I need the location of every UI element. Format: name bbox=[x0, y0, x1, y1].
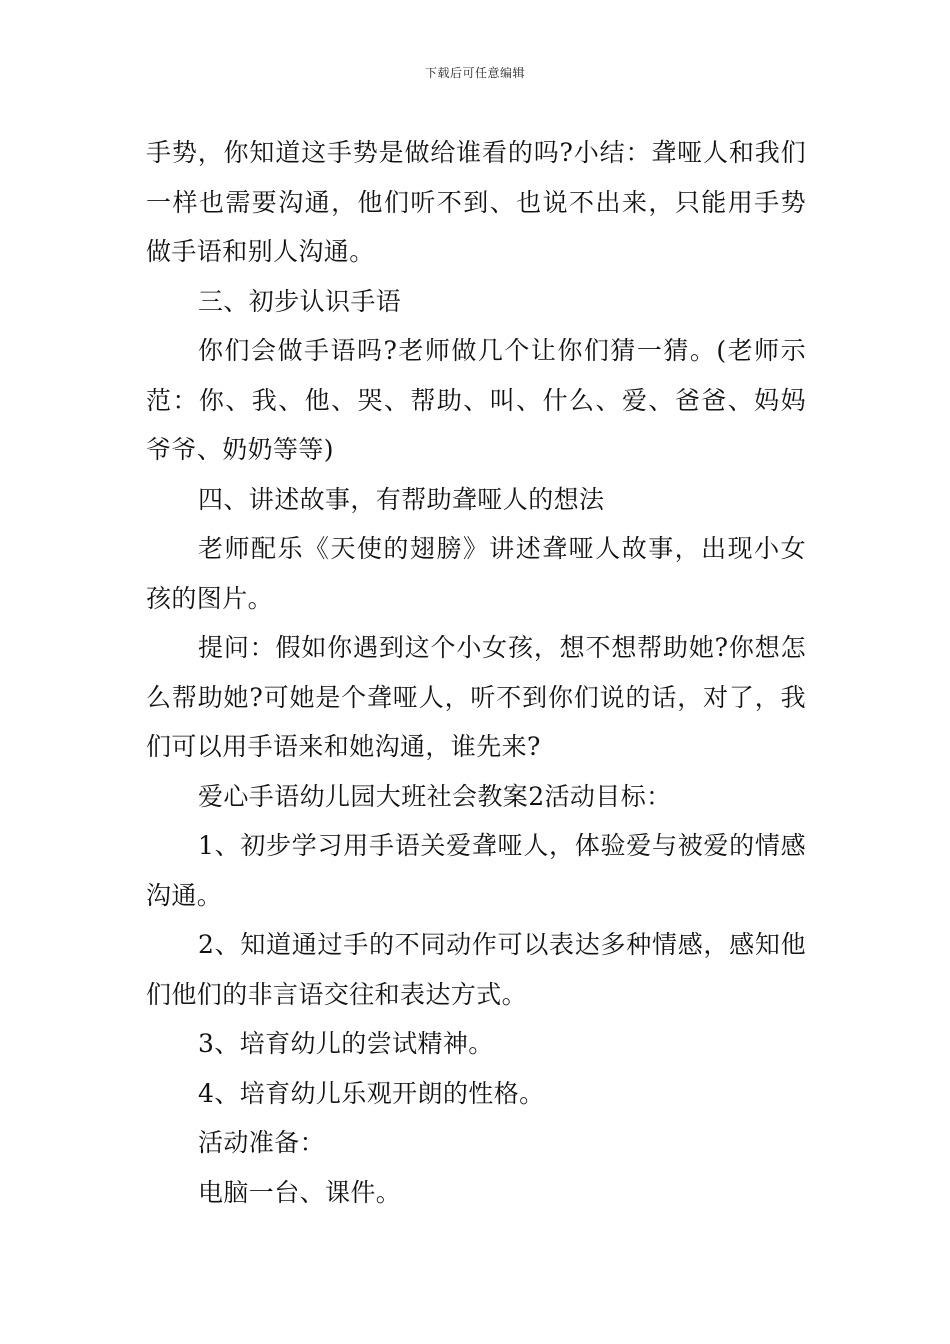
goal-item: 2、知道通过手的不同动作可以表达多种情感，感知他们他们的非言语交往和表达方式。 bbox=[146, 930, 806, 1009]
lesson-title: 爱心手语幼儿园大班社会教案2活动目标： bbox=[198, 781, 672, 811]
goal-item: 4、培育幼儿乐观开朗的性格。 bbox=[198, 1078, 545, 1108]
goal-item: 1、初步学习用手语关爱聋哑人，体验爱与被爱的情感沟通。 bbox=[146, 831, 806, 910]
paragraph: 老师配乐《天使的翅膀》讲述聋哑人故事，出现小女孩的图片。 bbox=[146, 534, 806, 613]
paragraph: 提问：假如你遇到这个小女孩，想不想帮助她?你想怎么帮助她?可她是个聋哑人，听不到你们说的话，对了，我们可以用手语来和她沟通，谁先来? bbox=[146, 633, 806, 761]
section-heading: 四、讲述故事，有帮助聋哑人的想法 bbox=[198, 484, 605, 514]
goal-item: 3、培育幼儿的尝试精神。 bbox=[198, 1029, 494, 1058]
page-header-note: 下载后可任意编辑 bbox=[424, 66, 525, 80]
document-body bbox=[146, 128, 806, 1217]
paragraph: 电脑一台、课件。 bbox=[198, 1177, 402, 1207]
paragraph: 你们会做手语吗?老师做几个让你们猜一猜。(老师示范：你、我、他、哭、帮助、叫、什么、爱、爸爸、妈妈爷爷、奶奶等等) bbox=[146, 336, 806, 464]
paragraph: 手势，你知道这手势是做给谁看的吗?小结：聋哑人和我们一样也需要沟通，他们听不到、也说不出来，只能用手势做手语和别人沟通。 bbox=[146, 138, 806, 266]
section-heading: 活动准备： bbox=[198, 1128, 326, 1157]
section-heading: 三、初步认识手语 bbox=[198, 286, 402, 316]
